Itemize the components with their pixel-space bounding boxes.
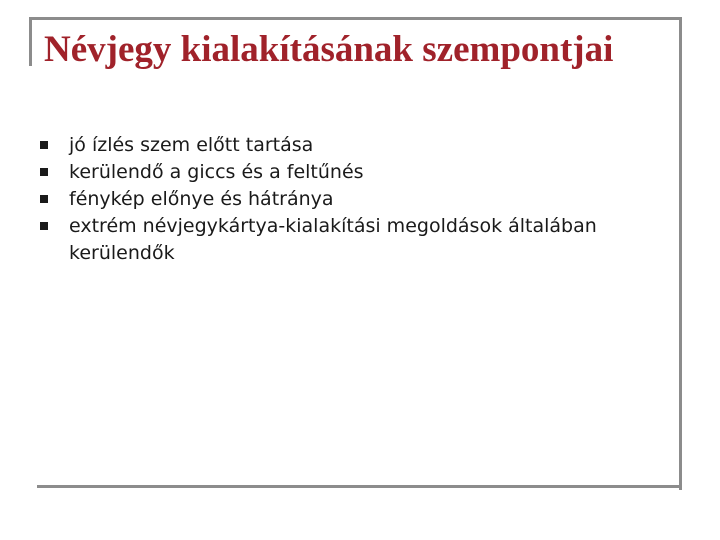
bullet-text: extrém névjegykártya-kialakítási megoldások általában kerülendők xyxy=(69,215,597,264)
square-bullet-icon xyxy=(40,222,48,230)
frame-right-line xyxy=(679,17,682,490)
slide-title: Névjegy kialakításának szempontjai xyxy=(44,29,614,70)
bullet-text: fénykép előnye és hátránya xyxy=(69,188,334,210)
square-bullet-icon xyxy=(40,141,48,149)
bullet-item xyxy=(40,159,660,186)
frame-bottom-line xyxy=(37,485,682,488)
frame-top-line xyxy=(29,17,682,20)
bullet-item xyxy=(40,213,660,267)
bullet-list xyxy=(40,132,660,267)
bullet-text: kerülendő a giccs és a feltűnés xyxy=(69,161,364,183)
bullet-item xyxy=(40,132,660,159)
square-bullet-icon xyxy=(40,195,48,203)
bullet-text: jó ízlés szem előtt tartása xyxy=(69,134,314,156)
frame-left-line xyxy=(29,17,32,66)
bullet-item xyxy=(40,186,660,213)
square-bullet-icon xyxy=(40,168,48,176)
